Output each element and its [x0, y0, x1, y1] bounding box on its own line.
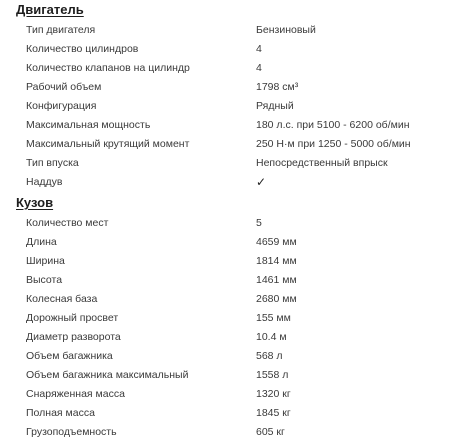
spec-value: 1558 л — [256, 368, 289, 381]
spec-row-trunk-volume — [26, 346, 450, 365]
spec-label: Количество клапанов на цилиндр — [26, 61, 190, 74]
spec-row-seats — [26, 213, 450, 232]
spec-value: 605 кг — [256, 425, 285, 438]
spec-value: 1320 кг — [256, 387, 291, 400]
spec-value: 4659 мм — [256, 235, 297, 248]
spec-label: Максимальная мощность — [26, 118, 151, 131]
spec-value: 250 Н·м при 1250 - 5000 об/мин — [256, 137, 411, 150]
spec-label: Рабочий объем — [26, 80, 102, 93]
spec-row-trunk-volume-max — [26, 365, 450, 384]
spec-value: Бензиновый — [256, 23, 316, 36]
spec-row-turbo — [26, 172, 450, 191]
spec-label: Дорожный просвет — [26, 311, 119, 324]
spec-label: Количество цилиндров — [26, 42, 139, 55]
spec-row-turning-diameter — [26, 327, 450, 346]
spec-value: Непосредственный впрыск — [256, 156, 388, 169]
spec-value: 1845 кг — [256, 406, 291, 419]
spec-row-max-power — [26, 115, 450, 134]
spec-label: Высота — [26, 273, 63, 286]
spec-value: 568 л — [256, 349, 283, 362]
spec-value: 4 — [256, 42, 262, 55]
engine-section — [16, 2, 450, 191]
engine-spec-list — [26, 20, 450, 191]
spec-value: 180 л.с. при 5100 - 6200 об/мин — [256, 118, 410, 131]
spec-label: Тип впуска — [26, 156, 79, 169]
spec-label: Максимальный крутящий момент — [26, 137, 190, 150]
spec-value: 1461 мм — [256, 273, 297, 286]
spec-value: 155 мм — [256, 311, 291, 324]
spec-label: Тип двигателя — [26, 23, 96, 36]
spec-label: Грузоподъемность — [26, 425, 117, 438]
spec-value: 10.4 м — [256, 330, 287, 343]
engine-section-title: Двигатель — [16, 2, 84, 17]
spec-label: Количество мест — [26, 216, 109, 229]
spec-label: Наддув — [26, 175, 63, 188]
spec-label: Снаряженная масса — [26, 387, 125, 400]
spec-row-displacement — [26, 77, 450, 96]
spec-label: Объем багажника максимальный — [26, 368, 189, 381]
spec-row-wheelbase — [26, 289, 450, 308]
spec-row-gross-weight — [26, 403, 450, 422]
spec-label: Колесная база — [26, 292, 98, 305]
spec-row-ground-clearance — [26, 308, 450, 327]
body-section — [16, 195, 450, 441]
spec-label: Длина — [26, 235, 57, 248]
spec-value: 1814 мм — [256, 254, 297, 267]
spec-row-intake-type — [26, 153, 450, 172]
spec-label: Объем багажника — [26, 349, 113, 362]
spec-row-engine-type — [26, 20, 450, 39]
spec-row-configuration — [26, 96, 450, 115]
spec-label: Ширина — [26, 254, 65, 267]
spec-row-curb-weight — [26, 384, 450, 403]
spec-row-cylinders — [26, 39, 450, 58]
spec-row-max-torque — [26, 134, 450, 153]
spec-value: Рядный — [256, 99, 294, 112]
spec-row-length — [26, 232, 450, 251]
spec-row-valves — [26, 58, 450, 77]
spec-value: 5 — [256, 216, 262, 229]
spec-label: Полная масса — [26, 406, 95, 419]
spec-value: 2680 мм — [256, 292, 297, 305]
spec-value: 4 — [256, 61, 262, 74]
spec-label: Конфигурация — [26, 99, 97, 112]
spec-row-width — [26, 251, 450, 270]
spec-label: Диаметр разворота — [26, 330, 121, 343]
spec-row-payload — [26, 422, 450, 441]
spec-row-height — [26, 270, 450, 289]
spec-value: 1798 см³ — [256, 80, 299, 93]
body-section-title: Кузов — [16, 195, 54, 210]
checkmark-icon: ✓ — [256, 174, 267, 189]
body-spec-list — [26, 213, 450, 441]
